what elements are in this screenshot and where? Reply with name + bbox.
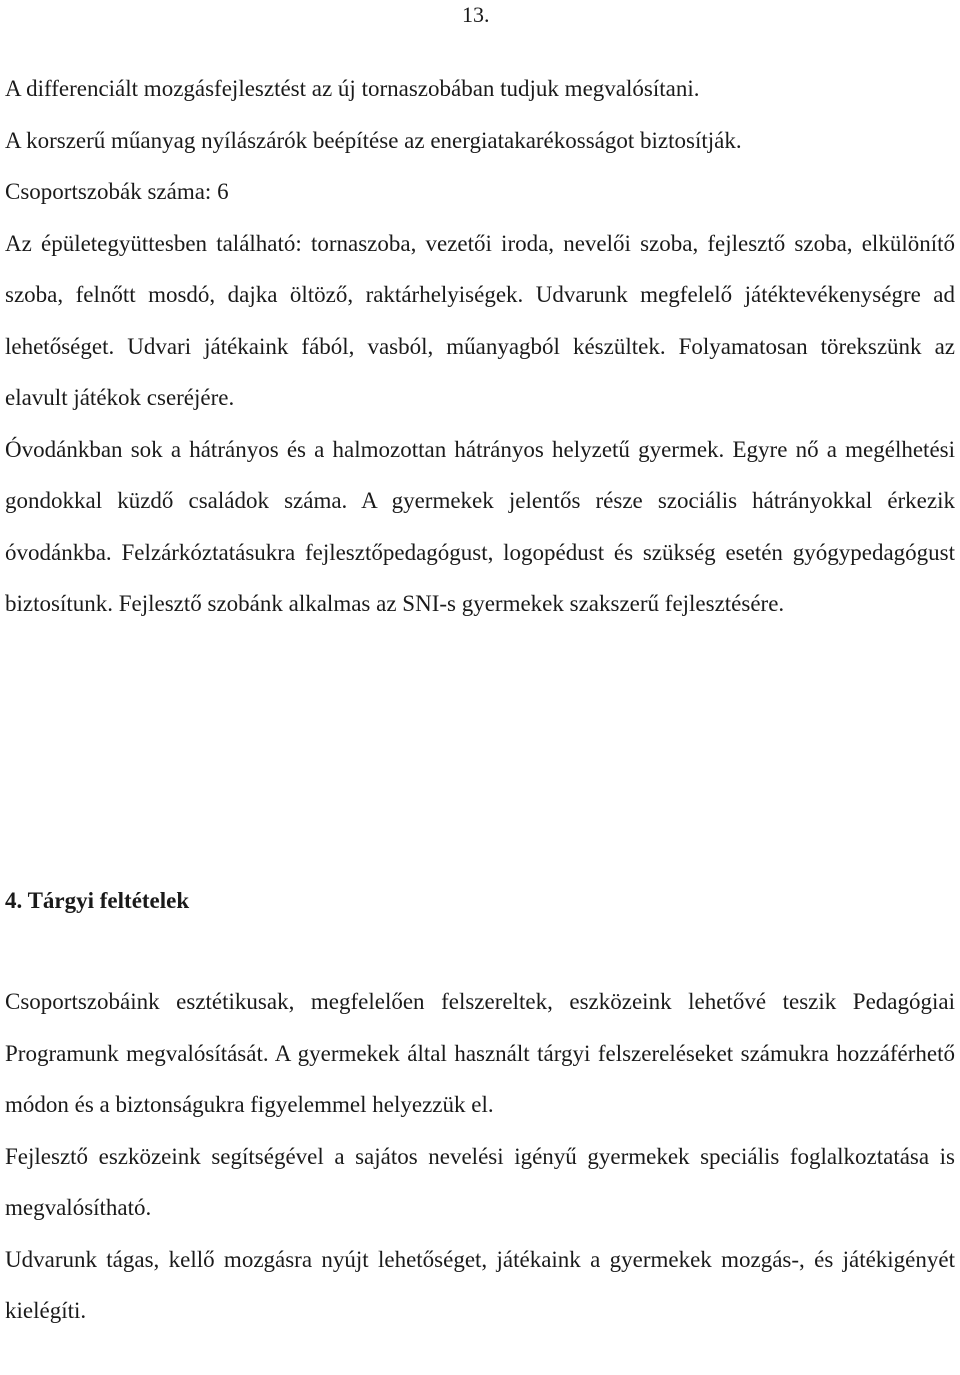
paragraph-csoportszobak-szama: Csoportszobák száma: 6 bbox=[5, 179, 229, 204]
paragraph-epuletegyuttes: Az épületegyüttesben található: tornaszoba, vezetői iroda, nevelői szoba, fejlesztő szoba, elkülönítő szoba, felnőtt mosdó, dajka öltöző, raktárhelyiségek. Udvarunk megfelelő játéktevékenységre ad lehetőséget. Udvari játékaink fából, vasból, műanyagból készültek. Folyamatosan törekszünk az elavult játékok cseréjére. bbox=[5, 230, 955, 410]
paragraph-udvarunk: Udvarunk tágas, kellő mozgásra nyújt lehetőséget, játékaink a gyermekek mozgás-, és játékigényét kielégíti. bbox=[5, 1246, 955, 1323]
paragraph-fejleszto-eszkozok: Fejlesztő eszközeink segítségével a sajátos nevelési igényű gyermekek speciális foglalkoztatása is megvalósítható. bbox=[5, 1143, 955, 1220]
paragraph-nyilaszarok: A korszerű műanyag nyílászárók beépítése az energiatakarékosságot biztosítják. bbox=[5, 127, 742, 153]
intro-text-block bbox=[5, 63, 955, 630]
page-number: 13. bbox=[462, 2, 490, 27]
paragraph-hatranyos-helyzet: Óvodánkban sok a hátrányos és a halmozottan hátrányos helyzetű gyermek. Egyre nő a megélhetési gondokkal küzdő családok száma. A gyermekek jelentős része szociális hátrányokkal érkezik óvodánkba. Felzárkóztatásukra fejlesztőpedagógust, logopédust és szükség esetén gyógypedagógust biztosítunk. Fejlesztő szobánk alkalmas az SNI-s gyermekek szakszerű fejlesztésére. bbox=[5, 436, 955, 616]
paragraph-csoportszobaink: Csoportszobáink esztétikusak, megfelelően felszereltek, eszközeink lehetővé teszik Pedagógiai Programunk megvalósítását. A gyermekek által használt tárgyi felszereléseket számukra hozzáférhető módon és a biztonságukra figyelemmel helyezzük el. bbox=[5, 989, 955, 1117]
section-heading: 4. Tárgyi feltételek bbox=[5, 888, 190, 913]
paragraph-mozgasfejlesztes: A differenciált mozgásfejlesztést az új tornaszobában tudjuk megvalósítani. bbox=[5, 76, 700, 101]
section-text-block bbox=[5, 976, 955, 1337]
